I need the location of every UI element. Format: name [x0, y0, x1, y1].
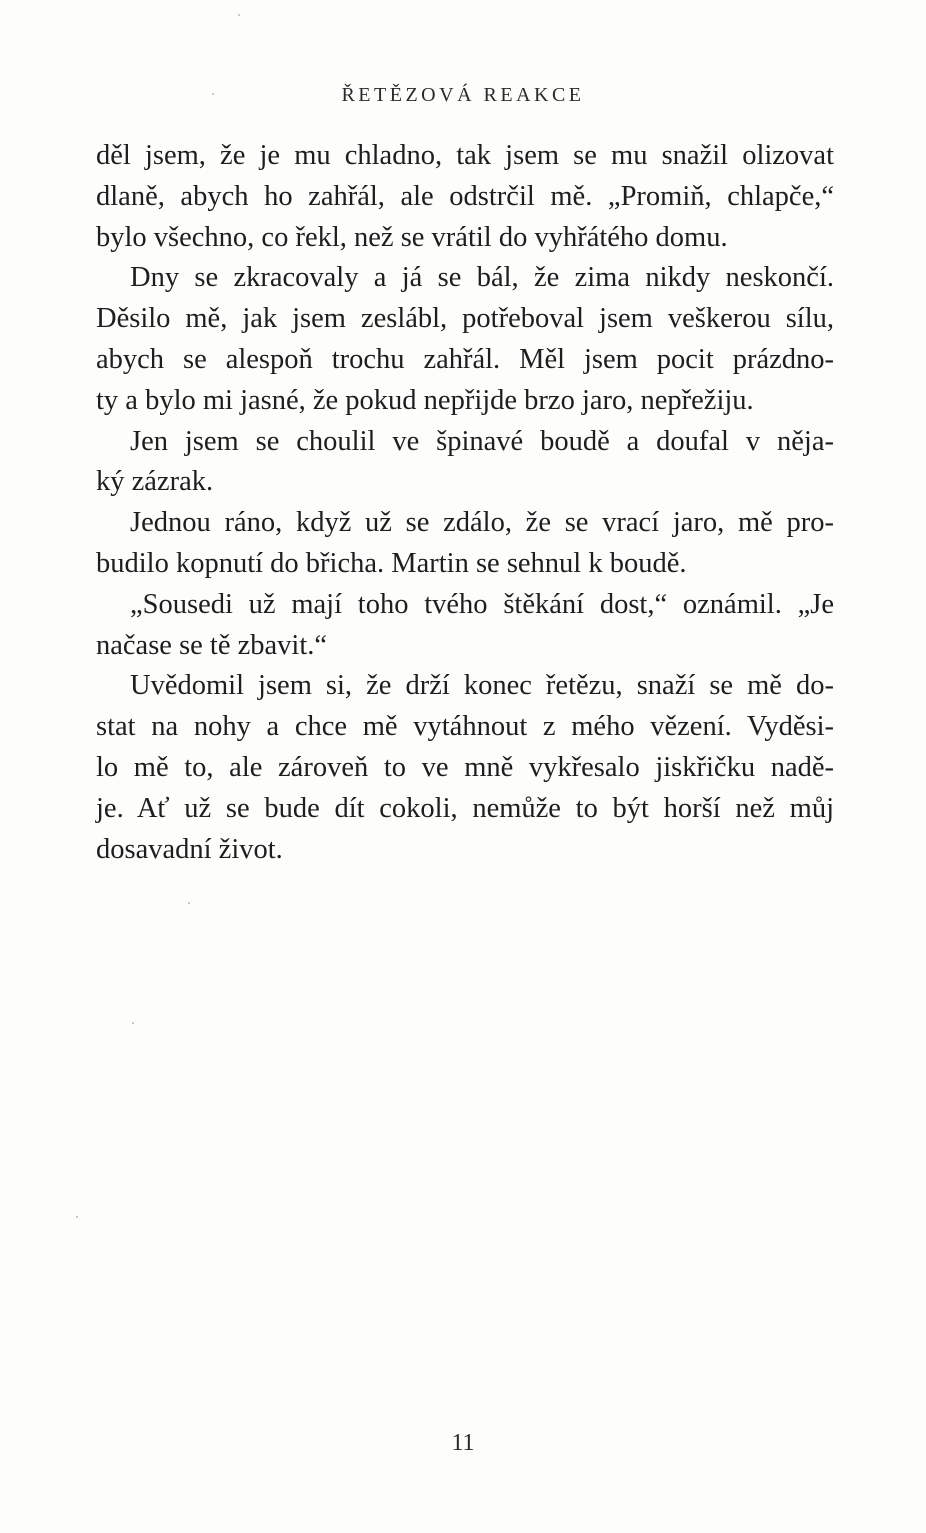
scan-speck — [188, 902, 190, 904]
paragraph — [96, 136, 834, 258]
text-line: děl jsem, že je mu chladno, tak jsem se mu snažil olizovat — [96, 140, 834, 171]
text-line: Jen jsem se choulil ve špinavé boudě a doufal v něja- — [130, 425, 834, 457]
text-line: Děsilo mě, jak jsem zeslábl, potřeboval jsem veškerou sílu, — [96, 303, 834, 335]
scan-speck — [212, 93, 214, 95]
paragraph — [96, 585, 834, 667]
text-line: Dny se zkracovaly a já se bál, že zima nikdy neskončí. — [130, 262, 834, 294]
body-text — [96, 136, 834, 870]
paragraph — [96, 503, 834, 585]
text-line: dosavadní život. — [96, 833, 283, 865]
text-line: bylo všechno, co řekl, než se vrátil do vyhřátého domu. — [96, 221, 728, 253]
text-line: Uvědomil jsem si, že drží konec řetězu, snaží se mě do- — [130, 670, 834, 702]
running-head: ŘETĚZOVÁ REAKCE — [341, 84, 585, 106]
paragraph — [96, 422, 834, 504]
text-line: budilo kopnutí do břicha. Martin se sehnul k boudě. — [96, 547, 687, 579]
scan-speck — [238, 14, 240, 16]
text-line: „Sousedi už mají toho tvého štěkání dost,“ oznámil. „Je — [130, 588, 834, 620]
text-line: abych se alespoň trochu zahřál. Měl jsem pocit prázdno- — [96, 343, 834, 375]
scan-speck — [132, 1022, 134, 1024]
text-line: je. Ať už se bude dít cokoli, nemůže to být horší než můj — [96, 792, 834, 824]
text-line: ty a bylo mi jasné, že pokud nepřijde brzo jaro, nepřežiju. — [96, 384, 754, 416]
text-line: ký zázrak. — [96, 466, 214, 498]
text-line: načase se tě zbavit.“ — [96, 629, 328, 661]
text-line: Jednou ráno, když už se zdálo, že se vrací jaro, mě pro- — [130, 507, 834, 539]
page-number: 11 — [451, 1430, 475, 1456]
text-line: lo mě to, ale zároveň to ve mně vykřesalo jiskřičku nadě- — [96, 751, 834, 783]
paragraph — [96, 666, 834, 870]
paragraph — [96, 258, 834, 421]
text-line: dlaně, abych ho zahřál, ale odstrčil mě. „Promiň, chlapče,“ — [96, 180, 834, 212]
scan-speck — [76, 1216, 78, 1218]
text-line: stat na nohy a chce mě vytáhnout z mého vězení. Vyděsi- — [96, 711, 834, 743]
